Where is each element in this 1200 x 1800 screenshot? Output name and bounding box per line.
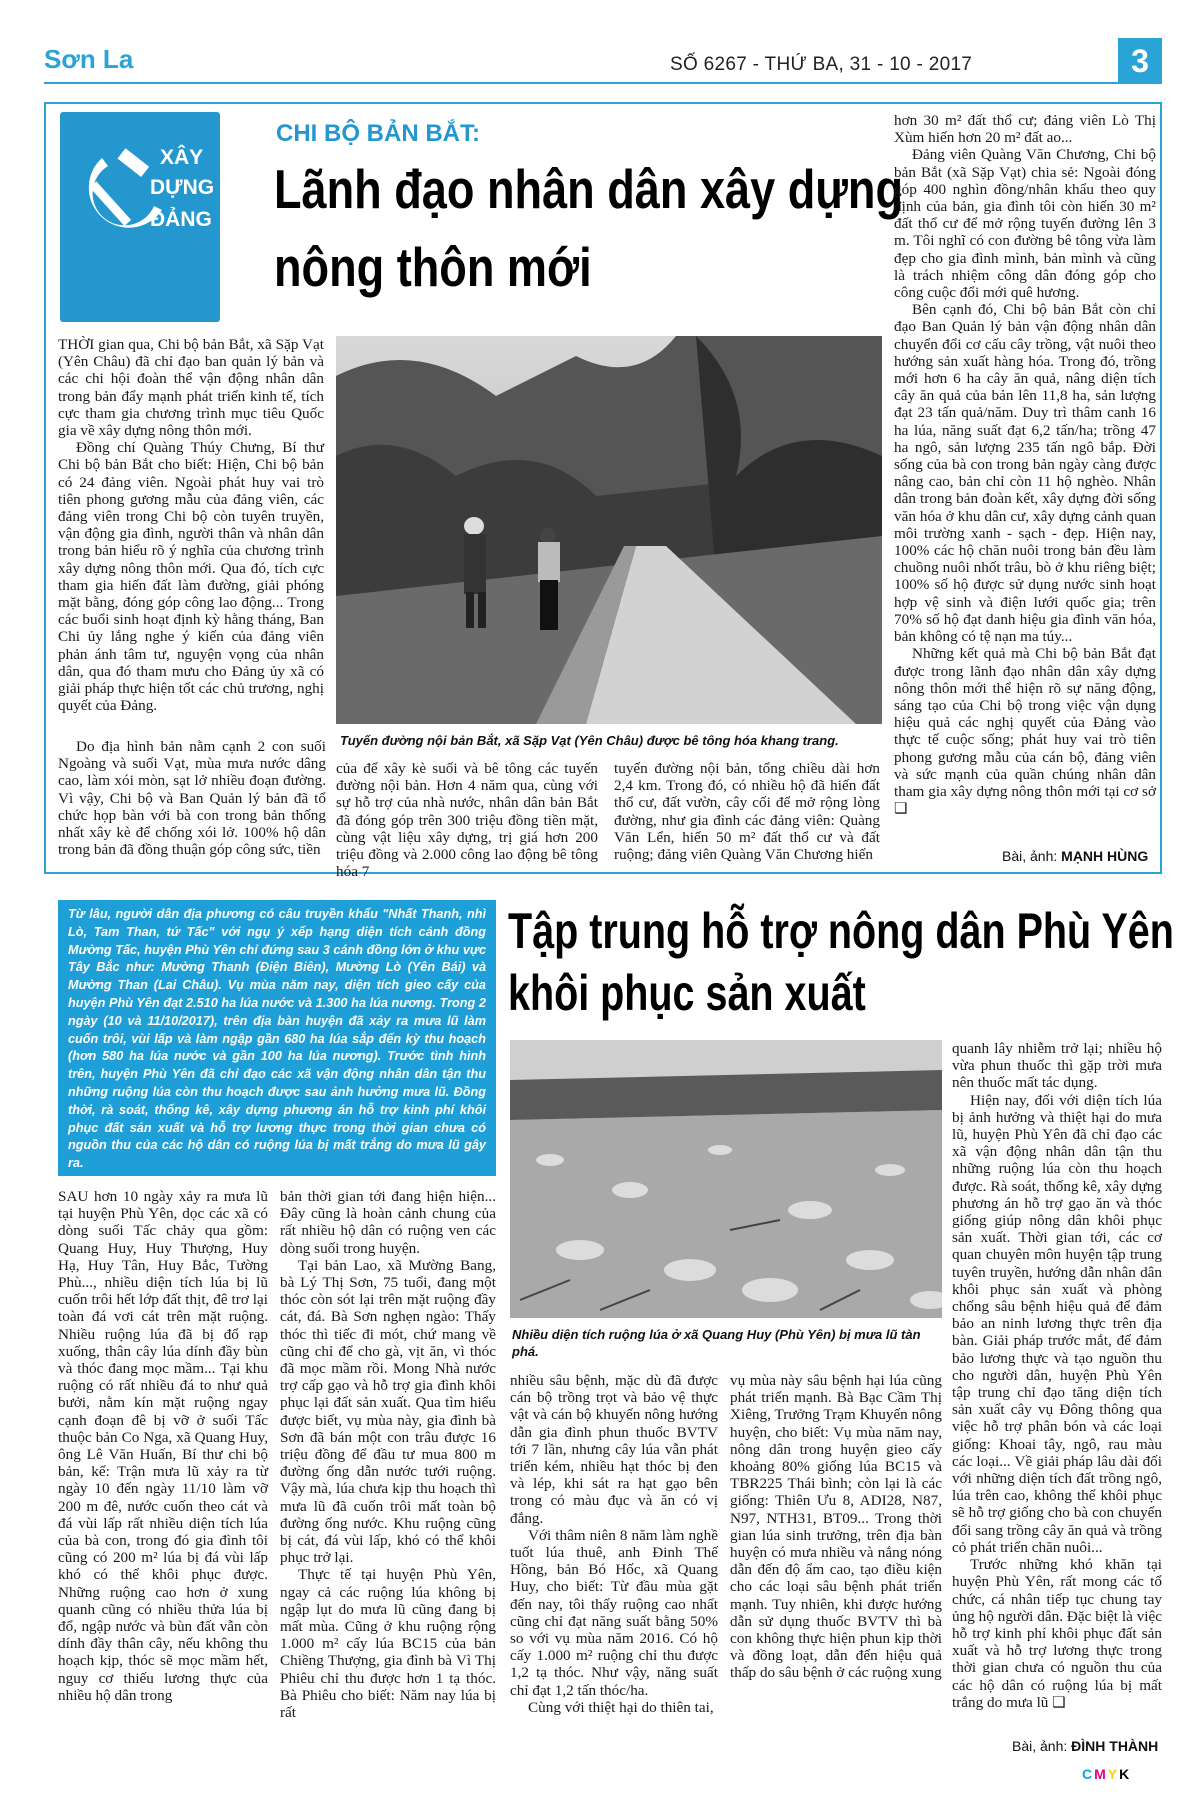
article1-column-1b bbox=[58, 738, 326, 858]
article2-title-line-1: Tập trung hỗ trợ nông dân Phù Yên bbox=[508, 903, 1174, 959]
cmyk-marks bbox=[1082, 1766, 1131, 1782]
article1-paragraph: Đảng viên Quàng Văn Chương, Chi bộ bản Bắt (xã Sặp Vạt) chia sẻ: Ngoài đóng góp 400 nghìn đồng/nhân khẩu theo quy định của bản, gia đình tôi còn hiến 30 m² đất thổ cư để mở rộng tuyến đường lên 3 m. Tôi nghĩ có con đường bê tông vừa làm đẹp cho gia đình mình, bản mình và cũng là trách nhiệm công dân đóng góp cho công cuộc đổi mới quê hương. bbox=[894, 146, 1156, 302]
page-number: 3 bbox=[1118, 38, 1162, 84]
article1-paragraph: Bên cạnh đó, Chi bộ bản Bắt còn chỉ đạo Ban Quản lý bản vận động nhân dân chuyển đổi cơ cấu cây trồng, vật nuôi theo hướng sản xuất hàng hóa. Trong đó, trồng mới hơn 6 ha cây ăn quả, nâng diện tích cây ăn quả của bản lên 11,8 ha, sản lượng đạt 23 tấn quả/năm. Duy trì thâm canh 16 ha lúa, năng suất đạt 6,2 tấn/ha; trồng 47 ha ngô, sản lượng 235 tấn ngô bắp. Đời sống của bà con trong bản ngày càng được nâng cao, bản chỉ còn 11 hộ nghèo. Nhân dân trong bản đoàn kết, xây dựng đời sống văn hóa ở khu dân cư, xây dựng cảnh quan môi trường xanh - sạch - đẹp. Hiện nay, 100% các hộ chăn nuôi trong bản đều làm chuồng nuôi nhốt trâu, bò ở khu riêng biệt; 100% số hộ được sử dụng nước sinh hoạt hợp vệ sinh và điện lưới quốc gia; trên 70% số hộ đạt danh hiệu gia đình văn hóa, bản không có tệ nạn ma túy... bbox=[894, 301, 1156, 646]
article2-column-2 bbox=[280, 1188, 496, 1721]
article2-title-line-2: khôi phục sản xuất bbox=[508, 965, 866, 1021]
article2-paragraph: Cùng với thiệt hại do thiên tai, bbox=[528, 1698, 714, 1716]
issue-date: SỐ 6267 - THỨ BA, 31 - 10 - 2017 bbox=[670, 54, 973, 75]
cmyk-m: M bbox=[1094, 1766, 1108, 1782]
article1-paragraph: THỜI gian qua, Chi bộ bản Bắt, xã Sặp Vạt (Yên Châu) đã chỉ đạo ban quản lý bản và các chi hội đoàn thể vận động nhân dân trong bản đẩy mạnh phát triển kinh tế, tích cực tham gia chương trình mục tiêu Quốc gia về xây dựng nông thôn mới. bbox=[58, 336, 324, 440]
flooded-field-photo bbox=[510, 1040, 942, 1318]
article2-column-5 bbox=[952, 1040, 1162, 1711]
road-photo bbox=[336, 336, 882, 724]
byline-prefix: Bài, ảnh: bbox=[1002, 848, 1058, 864]
photo-caption: Tuyến đường nội bản Bắt, xã Sặp Vạt (Yên Châu) được bê tông hóa khang trang. bbox=[340, 733, 839, 748]
article2-column-3 bbox=[510, 1372, 718, 1716]
article1-title bbox=[274, 150, 904, 306]
byline-author: ĐÌNH THÀNH bbox=[1071, 1738, 1159, 1754]
byline-author: MẠNH HÙNG bbox=[1061, 848, 1149, 864]
article2-paragraph: Hiện nay, đối với diện tích lúa bị ảnh hưởng và thiệt hại do mưa lũ, huyện Phù Yên đã chỉ đạo các xã vận động nhân dân tận thu những ruộng lúa còn thu hoạch được. Rà soát, thống kê, xây dựng phương án hỗ trợ gạo ăn và thóc giống giúp nông dân khôi phục sản xuất. Thời gian tới, các cơ quan chuyên môn huyện tập trung tuyên truyền, hướng dẫn nhân dân khôi phục sản xuất và phòng chống sâu bệnh hiệu quả để đảm bảo an ninh lương thực trên địa bàn. Giải pháp trước mắt, để đảm bảo lương thực và tạo nguồn thu cho người dân, huyện Phù Yên tập trung chỉ đạo tăng diện tích sản xuất cây vụ Đông thông qua việc hỗ trợ phân bón và các loại giống: Khoai tây, ngô, rau màu các loại... Về giải pháp lâu dài đối với những diện tích đất trồng ngô, lúa trên cao, không thể khôi phục sẽ hỗ trợ giống cho bà con chuyển đổi sang trồng cây ăn quả và trồng cỏ phát triển chăn nuôi... bbox=[952, 1091, 1162, 1556]
article1-paragraph: Những kết quả mà Chi bộ bản Bắt đạt được trong lãnh đạo nhân dân xây dựng nông thôn mới thể hiện rõ sự năng động, sáng tạo của Chi bộ trong việc vận dụng hiệu quả các nghị quyết của Đảng vào thực tế cuộc sống; phát huy vai trò tiên phong gương mẫu của cán bộ, đảng viên và sức mạnh của quần chúng nhân dân tham gia xây dựng nông thôn mới tại cơ sở ❏ bbox=[894, 645, 1156, 818]
badge-word-3: ĐẢNG bbox=[150, 208, 212, 231]
article1-paragraph: Đồng chí Quàng Thúy Chưng, Bí thư Chi bộ bản Bắt cho biết: Hiện, Chi bộ bản có 24 đảng viên. Ngoài phát huy vai trò tiên phong gương mẫu của đảng viên, các đảng viên trong Chi bộ còn tuyên truyền, vận động gia đình, người thân và nhân dân trong bản hiểu rõ ý nghĩa của chương trình xây dựng nông thôn mới. Qua đó, tích cực tham gia hiến đất làm đường, giải phóng mặt bằng, đóng góp công lao động... Trong các buổi sinh hoạt định kỳ hằng tháng, Ban Chi ủy lắng nghe ý kiến của đảng viên phản ánh tâm tư, nguyện vọng của nhân dân, qua đó tham mưu cho Đảng ủy xã có giải pháp thực hiện tốt các chủ trương, nghị quyết của Đảng. bbox=[58, 439, 324, 715]
article2-paragraph: nhiều sâu bệnh, mặc dù đã được cán bộ trồng trọt và bảo vệ thực vật và cán bộ khuyến nông hướng dẫn gia đình phun thuốc BVTV tới 7 lần, nhưng cây lúa vẫn phát triển kém, nhiều hạt thóc bị đen và lép, khi sát ra hạt gạo bên trong có màu đục và ăn có vị đắng. bbox=[510, 1372, 718, 1527]
article1-column-2 bbox=[336, 760, 598, 880]
article1-paragraph: tuyến đường nội bản, tổng chiều dài hơn 2,4 km. Trong đó, có nhiều hộ đã hiến đất thổ cư, đất vườn, cây cối để mở rộng lòng đường, như gia đình các đảng viên: Quàng Văn Lển, hiến 50 m² đất thổ cư và đất ruộng; đảng viên Quàng Văn Chương hiến bbox=[614, 760, 880, 864]
article2-paragraph: Với thâm niên 8 năm làm nghề tuốt lúa thuê, anh Đinh Thế Hồng, bản Bó Hốc, xã Quang Huy, cho biết: Từ đầu mùa gặt đến nay, tôi thấy ruộng cao nhất cũng chỉ đạt năng suất bằng 50% so với vụ mùa năm 2016. Có hộ cấy 1.000 m² ruộng chỉ thu được 1,2 tạ thóc. Như vậy, năng suất chỉ đạt 1,2 tấn thóc/ha. bbox=[510, 1526, 718, 1699]
article2-paragraph: quanh lây nhiễm trở lại; nhiều hộ vừa phun thuốc thì gặp trời mưa nên thuốc mất tác dụng. bbox=[952, 1040, 1162, 1092]
article1-column-4 bbox=[894, 112, 1156, 817]
article2-paragraph: Tại bản Lao, xã Mường Bang, bà Lý Thị Sơn, 75 tuổi, đang một thóc còn sót lại trên mặt ruộng đầy cát, đá. Bà Sơn nghẹn ngào: Thấy thóc thì tiếc đi mót, chứ mang về cũng chỉ để cho gà, vịt ăn, vì thóc đã mọc mầm rồi. Mong Nhà nước trợ cấp gạo và hỗ trợ gia đình khôi phục lại đất sản xuất. Qua tìm hiểu được biết, vụ mùa này, gia đình bà Sơn đã bán một con trâu được 16 triệu đồng để đầu tư mua 800 m đường ống dẫn nước tưới ruộng. Vậy mà, lúa chưa kịp thu hoạch thì mưa lũ đã cuốn trôi mất toàn bộ đường ống nước. Khu ruộng cũng bị cát, đá vùi lấp, khó có thể khôi phục trở lại. bbox=[280, 1256, 496, 1567]
photo-caption: Nhiều diện tích ruộng lúa ở xã Quang Huy (Phù Yên) bị mưa lũ tàn phá. bbox=[512, 1327, 921, 1359]
byline-prefix: Bài, ảnh: bbox=[1012, 1738, 1068, 1754]
article2-lead: Từ lâu, người dân địa phương có câu truyền khẩu "Nhất Thanh, nhì Lò, Tam Than, tứ Tấc" với ngụ ý xếp hạng diện tích cánh đồng Mường Tấc, huyện Phù Yên chỉ đứng sau 3 cánh đồng lớn ở khu vực Tây Bắc như: Mường Thanh (Điện Biên), Mường Lò (Yên Bái) và Mường Than (Lai Châu). Vụ mùa năm nay, diện tích gieo cấy của huyện Phù Yên đạt 2.510 ha lúa nước và 1.300 ha lúa nương. Trong 2 ngày (10 và 11/10/2017), trên địa bàn huyện đã xảy ra mưa lũ làm cuốn trôi, vùi lấp và làm ngập gần 680 ha lúa sắp đến kỳ thu hoạch (hơn 580 ha lúa nước và gần 100 ha lúa nương). Trước tình hình trên, huyện Phù Yên đã chỉ đạo các xã vận động nhân dân tận thu những ruộng lúa còn thu hoạch được sau ảnh hưởng mưa lũ. Đồng thời, rà soát, thống kê, xây dựng phương án hỗ trợ kinh phí khôi phục đất sản xuất và hỗ trợ lương thực trong thời gian chưa có nguồn thu của các hộ dân có ruộng lúa bị mất trắng do mưa lũ gây ra. bbox=[58, 900, 496, 1176]
article1-paragraph: của để xây kè suối và bê tông các tuyến đường nội bản. Hơn 4 năm qua, cùng với sự hỗ trợ của nhà nước, nhân dân bản Bắt đã đóng góp trên 300 triệu đồng tiền mặt, cùng vật liệu xây dựng, trị giá hơn 200 triệu đồng và 2.000 công lao động bê tông hóa 7 bbox=[336, 760, 598, 881]
article2-column-1 bbox=[58, 1188, 268, 1704]
cmyk-c: C bbox=[1082, 1766, 1095, 1782]
article1-paragraph: hơn 30 m² đất thổ cư; đảng viên Lò Thị Xùm hiến hơn 20 m² đất ao... bbox=[894, 112, 1156, 147]
article2-paragraph: bản thời gian tới đang hiện hiện... Đây cũng là hoàn cảnh chung của rất nhiều hộ dân có ruộng ven các dòng suối trong huyện. bbox=[280, 1188, 496, 1257]
article2-byline bbox=[1012, 1738, 1158, 1754]
party-badge bbox=[60, 112, 220, 322]
badge-word-1: XÂY bbox=[160, 146, 204, 169]
cmyk-y: Y bbox=[1107, 1766, 1120, 1782]
article2-paragraph: Trước những khó khăn tại huyện Phù Yên, rất mong các tổ chức, cá nhân tiếp tục chung tay ủng hộ người dân. Đặc biệt là việc hỗ trợ kinh phí khôi phục đất sản xuất và hỗ trợ lương thực trong thời gian chưa có nguồn thu của các hộ dân có ruộng lúa bị mất trắng do mưa lũ ❏ bbox=[952, 1556, 1162, 1711]
article1-title-line-2: nông thôn mới bbox=[274, 236, 592, 298]
article1-byline bbox=[1002, 848, 1148, 864]
badge-word-2: DỰNG bbox=[150, 176, 215, 199]
section-name: Sơn La bbox=[44, 44, 134, 74]
article1-column-1 bbox=[58, 336, 324, 714]
article1-column-3 bbox=[614, 760, 880, 863]
article1-kicker: CHI BỘ BẢN BẮT: bbox=[276, 120, 480, 147]
article1-paragraph: Do địa hình bản nằm cạnh 2 con suối Ngoàng và suối Vạt, mùa mưa nước dâng cao, làm xói mòn, sạt lở nhiều đoạn đường. Vì vậy, Chi bộ và Ban Quản lý bản đã tổ chức họp bàn với bà con trong bản thống nhất xây kè để chống xói lở. 100% hộ dân trong bản đã đồng thuận góp công sức, tiền bbox=[58, 738, 326, 859]
cmyk-k: K bbox=[1119, 1766, 1132, 1782]
article2-title bbox=[508, 900, 1174, 1024]
article2-paragraph: Thực tế tại huyện Phù Yên, ngay cả các ruộng lúa không bị ngập lụt do mưa lũ cũng đang bị mất mùa. Cũng ở khu ruộng rộng 1.000 m² cấy lúa BC15 của bản Chiềng Thượng, gia đình bà Vì Thị Phiêu chỉ thu được hơn 1 tạ thóc. Bà Phiêu cho biết: Năm nay lúa bị rất bbox=[280, 1566, 496, 1722]
article1-title-line-1: Lãnh đạo nhân dân xây dựng bbox=[274, 158, 904, 220]
article2-column-4 bbox=[730, 1372, 942, 1682]
article2-paragraph: SAU hơn 10 ngày xảy ra mưa lũ tại huyện Phù Yên, dọc các xã có dòng suối Tấc chảy qua gồm: Quang Huy, Huy Thượng, Huy Hạ, Huy Tân, Huy Bắc, Tường Phù..., nhiều diện tích lúa bị lũ cuốn trôi hết lớp đất thịt, đê trơ lại toàn đá vơi cát trên mặt ruộng. Nhiều ruộng lúa đã bị đổ rạp xuống, thân cây lúa dính đầy bùn và thóc đang mọc mầm... Tại khu ruộng có rất nhiều đá to như quả bưởi, nằm kín mặt ruộng ngay cạnh đoạn đê bị vỡ ở suối Tấc thuộc bản Co Nga, xã Quang Huy, ông Lê Văn Huấn, Bí thư chi bộ bản, kể: Trận mưa lũ xảy ra từ ngày 10 đến ngày 11/10 làm vỡ 200 m đê, nước cuốn theo cát và đá vùi lấp rất nhiều diện tích lúa của bà con, trong đó gia đình tôi cũng có 200 m² lúa bị đá vùi lấp khó có thể khôi phục được. Những ruộng cao hơn ở xung quanh cũng có nhiều thửa lúa bị đổ, ngập nước và bùn đất vẫn còn dính đầy thân cây, nếu không thu hoạch kịp, thóc sẽ mọc mầm hết, nguy cơ thiếu lương thực của nhiều hộ dân trong bbox=[58, 1188, 268, 1704]
article2-paragraph: vụ mùa này sâu bệnh hại lúa cũng phát triển mạnh. Bà Bạc Cầm Thị Xiêng, Trưởng Trạm Khuyến nông huyện, cho biết: Vụ mùa năm nay, nông dân trong huyện gieo cấy khoảng 80% giống lúa BC15 và TBR225 Thái bình; còn lại là các giống: Thiên Ưu 8, ADI28, N87, N97, NTH31, BT09... Trong thời gian lúa sinh trưởng, trên địa bàn huyện có mưa nhiều và nắng nóng dẫn đến độ ẩm cao, tạo điều kiện cho các loại sâu bệnh phát triển mạnh. Tuy nhiên, khi được hướng dẫn sử dụng thuốc BVTV thì bà con không thực hiện phun kịp thời và đồng loạt, dẫn đến hiệu quả thấp do sâu bệnh ở các ruộng xung bbox=[730, 1372, 942, 1682]
header-rule bbox=[44, 82, 1162, 84]
